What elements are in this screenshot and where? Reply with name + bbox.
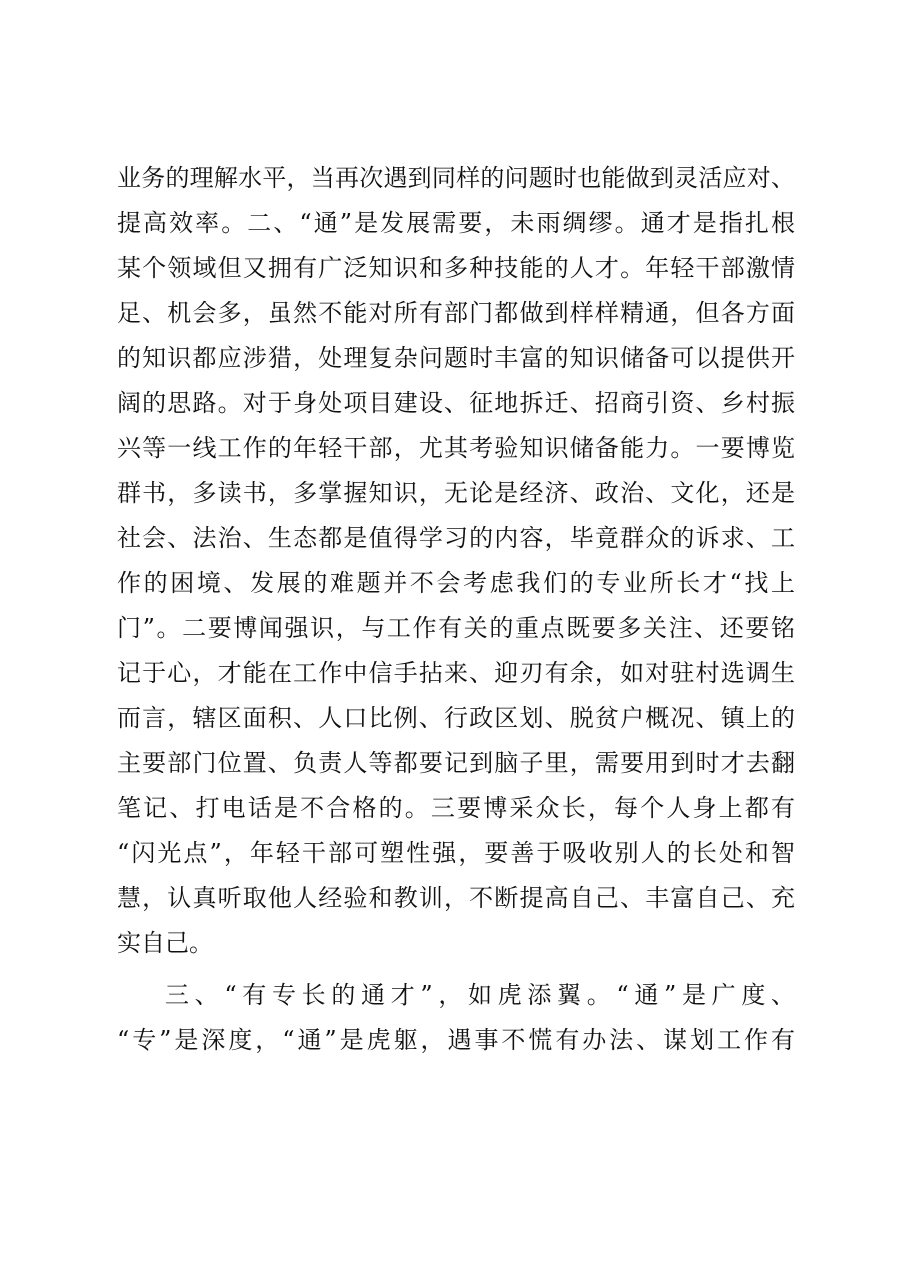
paragraph-line: 某个领域但又拥有广泛知识和多种技能的人才。年轻干部激情: [117, 254, 795, 282]
paragraph-line: 社会、法治、生态都是值得学习的内容，毕竟群众的诉求、工: [117, 524, 795, 552]
paragraph-line: 实自己。: [117, 929, 213, 957]
paragraph-line: 慧，认真听取他人经验和教训，不断提高自己、丰富自己、充: [117, 884, 795, 912]
paragraph-line: 业务的理解水平，当再次遇到同样的问题时也能做到灵活应对、: [117, 164, 795, 192]
paragraph-line: 阔的思路。对于身处项目建设、征地拆迁、招商引资、乡村振: [117, 389, 795, 417]
section-three-first-line: 三、“有专长的通才”，如虎添翼。“通”是广度、: [165, 981, 795, 1009]
paragraph-line: 笔记、打电话是不合格的。三要博采众长，每个人身上都有: [117, 794, 795, 822]
paragraph-line: 提高效率。二、“通”是发展需要，未雨绸缪。通才是指扎根: [117, 209, 795, 237]
paragraph-line: 兴等一线工作的年轻干部，尤其考验知识储备能力。一要博览: [117, 434, 795, 462]
paragraph-line: 作的困境、发展的难题并不会考虑我们的专业所长才“找上: [117, 569, 795, 597]
paragraph-line: 群书，多读书，多掌握知识，无论是经济、政治、文化，还是: [117, 479, 795, 507]
paragraph-line: 而言，辖区面积、人口比例、行政区划、脱贫户概况、镇上的: [117, 704, 795, 732]
paragraph-line: “专”是深度，“通”是虎躯，遇事不慌有办法、谋划工作有: [117, 1026, 795, 1054]
paragraph-line: 足、机会多，虽然不能对所有部门都做到样样精通，但各方面: [117, 299, 795, 327]
paragraph-line: “闪光点”，年轻干部可塑性强，要善于吸收别人的长处和智: [117, 839, 795, 867]
paragraph-line: 主要部门位置、负责人等都要记到脑子里，需要用到时才去翻: [117, 749, 795, 777]
paragraph-line: 记于心，才能在工作中信手拈来、迎刃有余，如对驻村选调生: [117, 659, 795, 687]
paragraph-line: 门”。二要博闻强识，与工作有关的重点既要多关注、还要铭: [117, 614, 795, 642]
paragraph-line: 的知识都应涉猎，处理复杂问题时丰富的知识储备可以提供开: [117, 344, 795, 372]
